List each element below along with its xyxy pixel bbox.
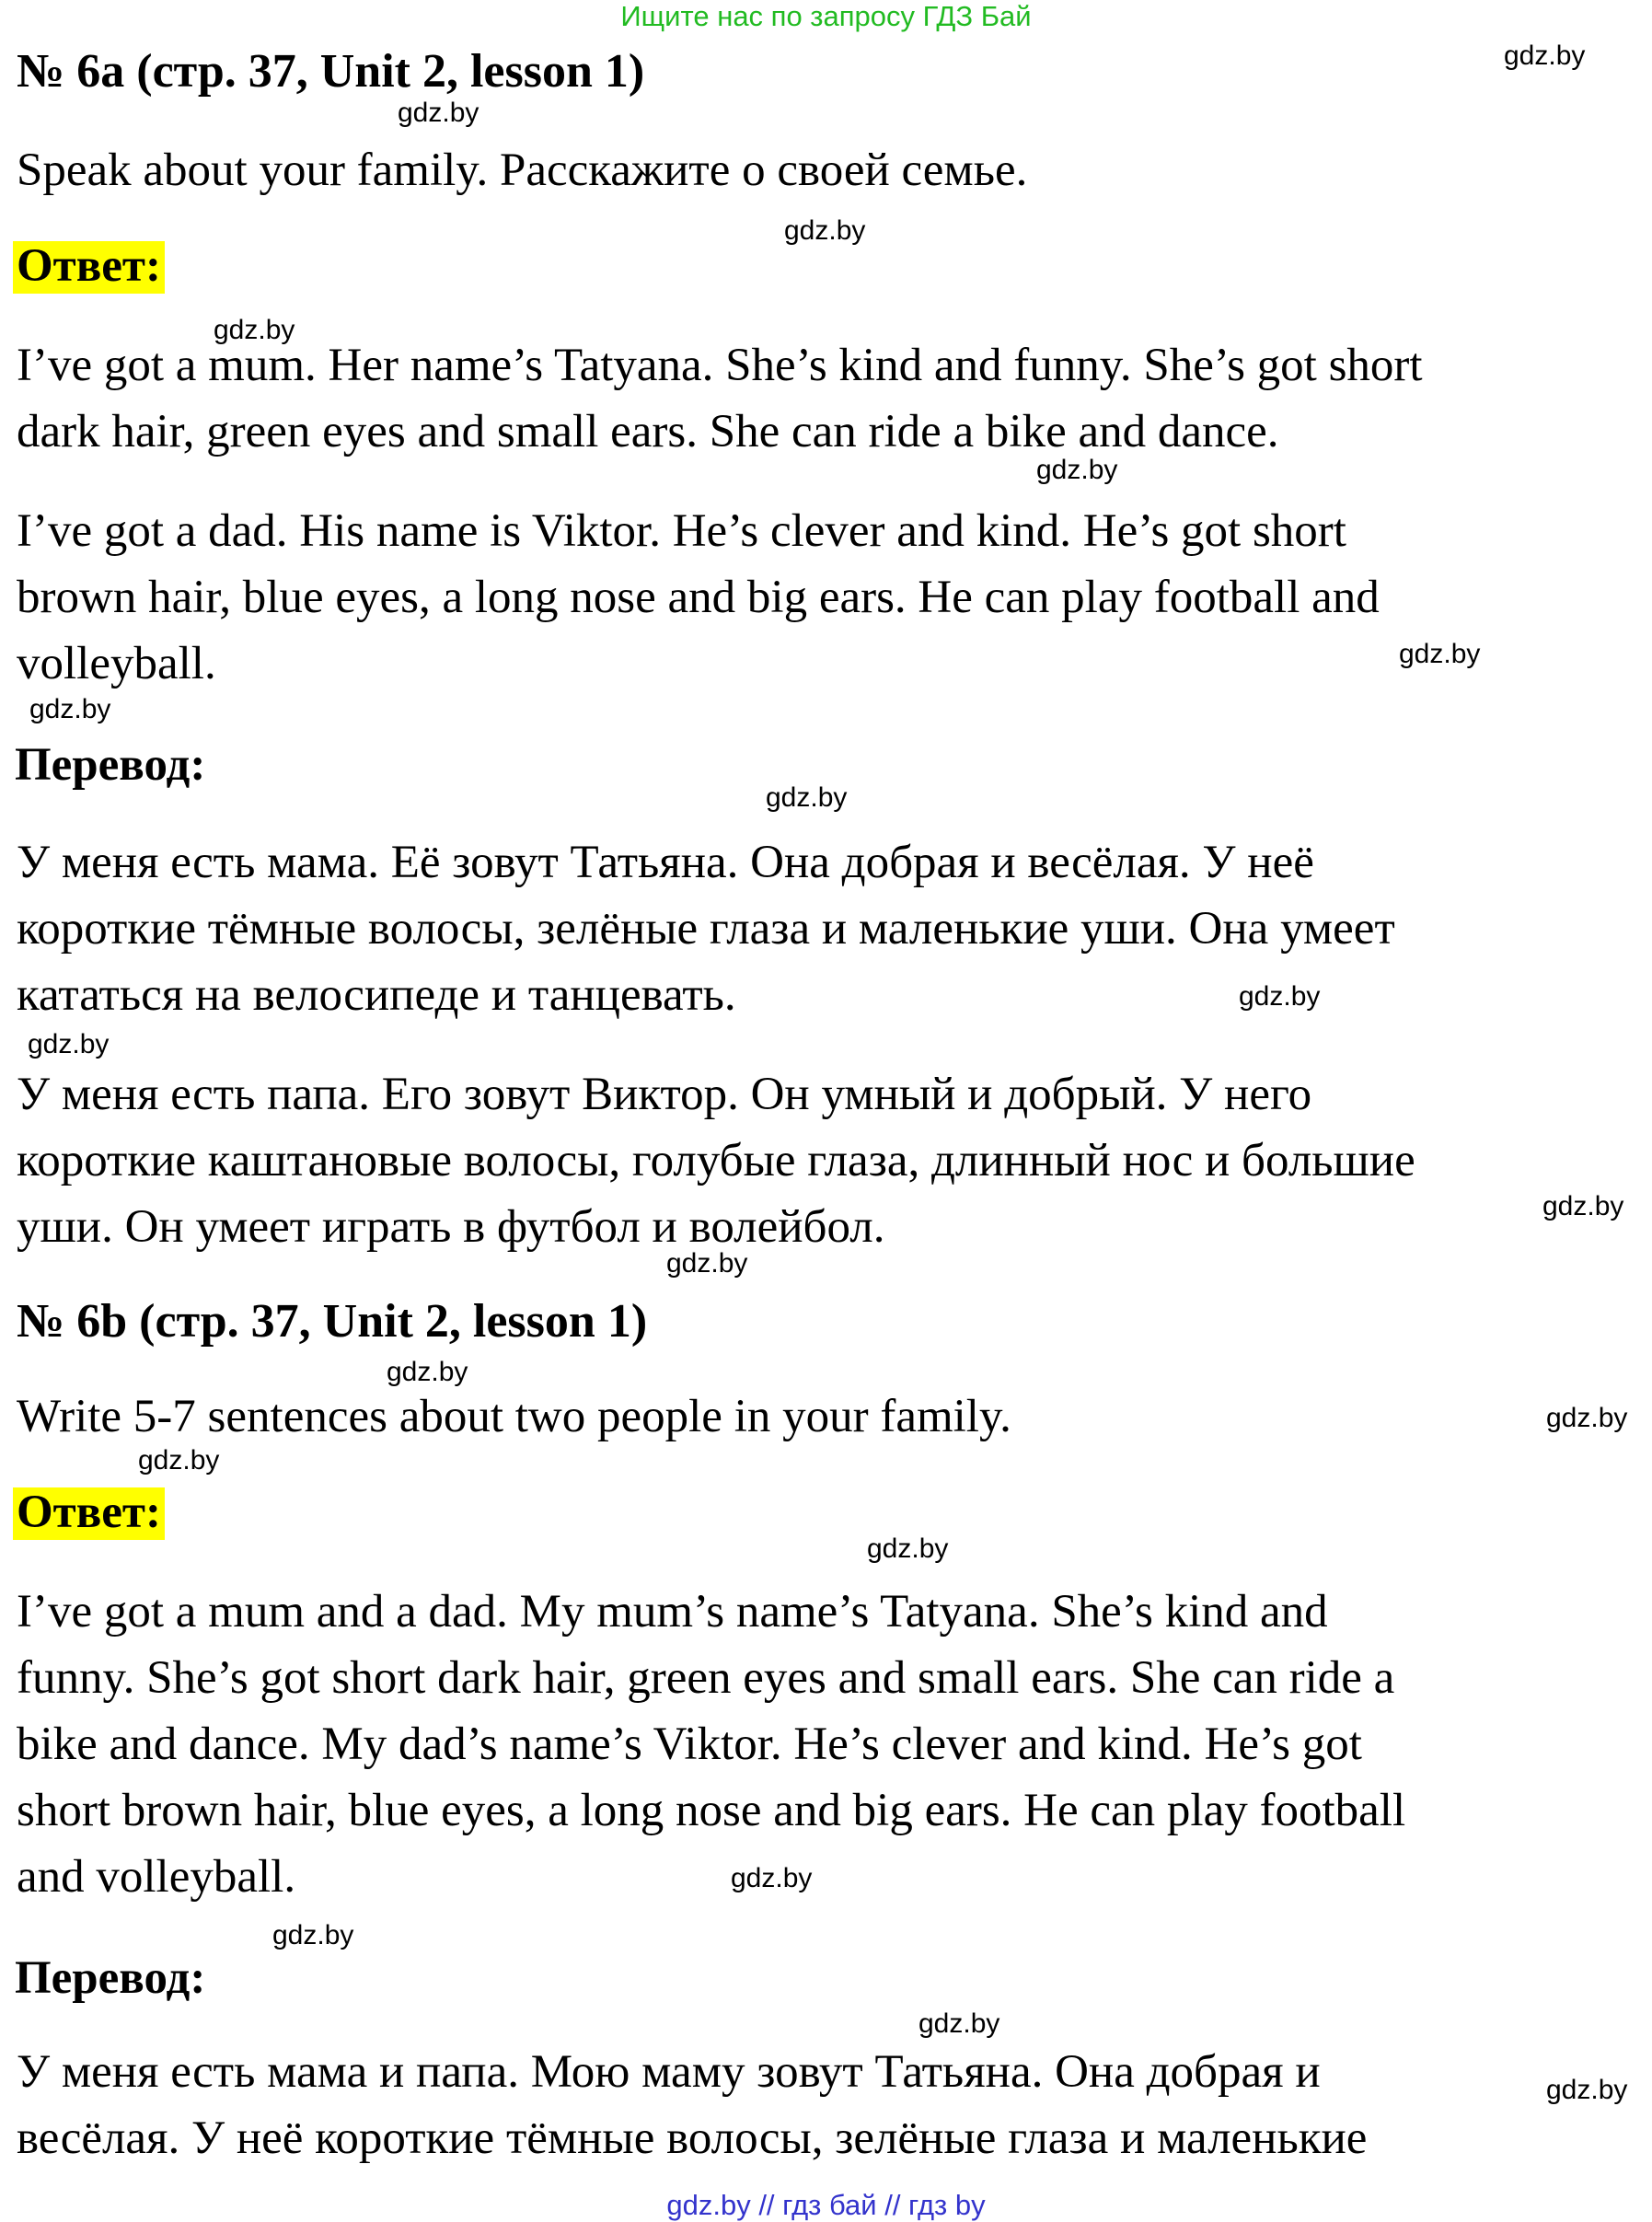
- task-a-answer-label: Ответ:: [13, 241, 165, 294]
- task-a-translation-line: кататься на велосипеде и танцевать.: [17, 969, 736, 1021]
- watermark: gdz.by: [28, 1029, 110, 1059]
- watermark: gdz.by: [387, 1357, 468, 1387]
- task-b-answer-line: bike and dance. My dad’s name’s Viktor. He’s clever and kind. He’s got: [17, 1719, 1362, 1770]
- watermark: gdz.by: [272, 1920, 354, 1950]
- task-a-translation-line: У меня есть папа. Его зовут Виктор. Он умный и добрый. У него: [17, 1069, 1312, 1120]
- watermark: gdz.by: [1546, 1403, 1628, 1433]
- task-a-answer-line: volleyball.: [17, 638, 216, 689]
- watermark: gdz.by: [1504, 41, 1586, 71]
- task-a-translation-line: уши. Он умеет играть в футбол и волейбол.: [17, 1201, 885, 1253]
- task-a-answer-line: I’ve got a dad. His name is Viktor. He’s clever and kind. He’s got short: [17, 505, 1346, 557]
- watermark: gdz.by: [867, 1533, 949, 1564]
- task-a-heading: № 6a (стр. 37, Unit 2, lesson 1): [17, 45, 645, 98]
- task-b-translation-label: Перевод:: [15, 1952, 206, 2004]
- task-b-answer-line: I’ve got a mum and a dad. My mum’s name’s Tatyana. She’s kind and: [17, 1586, 1328, 1638]
- task-b-prompt: Write 5-7 sentences about two people in your family.: [17, 1391, 1011, 1442]
- watermark: gdz.by: [138, 1445, 220, 1476]
- task-a-answer-line: I’ve got a mum. Her name’s Tatyana. She’s kind and funny. She’s got short: [17, 340, 1423, 391]
- watermark: gdz.by: [1546, 2075, 1628, 2105]
- task-b-heading: № 6b (стр. 37, Unit 2, lesson 1): [17, 1295, 648, 1348]
- task-a-answer-line: brown hair, blue eyes, a long nose and big ears. He can play football and: [17, 572, 1380, 623]
- task-a-translation-line: короткие каштановые волосы, голубые глаза, длинный нос и большие: [17, 1135, 1415, 1186]
- watermark: gdz.by: [214, 315, 295, 345]
- task-b-answer-line: short brown hair, blue eyes, a long nose and big ears. He can play football: [17, 1785, 1406, 1836]
- top-banner[interactable]: Ищите нас по запросу ГДЗ Бай: [620, 0, 1032, 32]
- task-a-answer-line: dark hair, green eyes and small ears. She can ride a bike and dance.: [17, 406, 1279, 457]
- task-a-translation-label: Перевод:: [15, 739, 206, 791]
- watermark: gdz.by: [1036, 455, 1118, 485]
- bottom-banner[interactable]: gdz.by // гдз бай // гдз by: [666, 2189, 986, 2221]
- task-b-translation-line: У меня есть мама и папа. Мою маму зовут Татьяна. Она добрая и: [17, 2046, 1321, 2098]
- watermark: gdz.by: [731, 1863, 813, 1893]
- watermark: gdz.by: [766, 782, 848, 813]
- watermark: gdz.by: [1399, 639, 1481, 669]
- task-a-translation-line: короткие тёмные волосы, зелёные глаза и маленькие уши. Она умеет: [17, 903, 1395, 955]
- task-b-translation-line: весёлая. У неё короткие тёмные волосы, зелёные глаза и маленькие: [17, 2112, 1368, 2164]
- task-b-answer-line: funny. She’s got short dark hair, green eyes and small ears. She can ride a: [17, 1652, 1395, 1704]
- task-b-answer-line: and volleyball.: [17, 1851, 296, 1903]
- watermark: gdz.by: [398, 98, 479, 128]
- watermark: gdz.by: [666, 1248, 748, 1279]
- watermark: gdz.by: [784, 215, 866, 246]
- watermark: gdz.by: [1239, 981, 1321, 1012]
- task-b-answer-label: Ответ:: [13, 1487, 165, 1540]
- task-a-translation-line: У меня есть мама. Её зовут Татьяна. Она добрая и весёлая. У неё: [17, 837, 1314, 888]
- task-a-prompt: Speak about your family. Расскажите о своей семье.: [17, 145, 1028, 196]
- watermark: gdz.by: [29, 694, 111, 724]
- watermark: gdz.by: [1542, 1191, 1624, 1221]
- watermark: gdz.by: [918, 2008, 1000, 2039]
